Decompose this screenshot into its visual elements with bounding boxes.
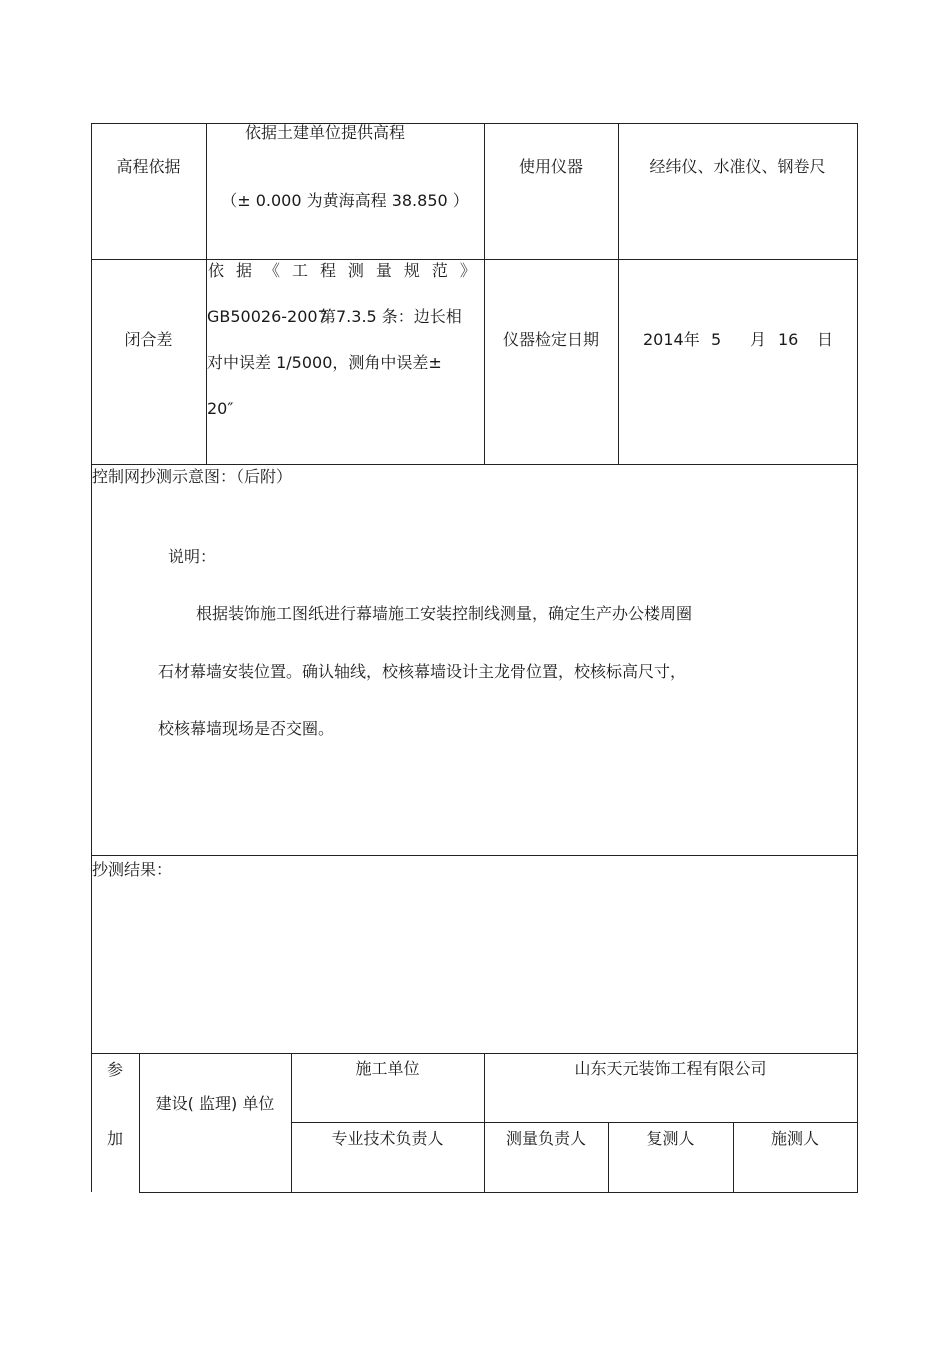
note-label: 说明： — [168, 547, 217, 566]
diagram-bottom-border — [91, 855, 858, 856]
calibration-year: 2014年 — [643, 330, 700, 349]
diagram-section-title: 控制网抄测示意图：（后附） — [92, 467, 293, 486]
spec-char: 规 — [403, 261, 420, 280]
instrument-value: 经纬仪、水准仪、钢卷尺 — [649, 157, 826, 176]
survey-lead-label: 测量负责人 — [505, 1129, 586, 1148]
participants-label-top: 参 — [106, 1060, 123, 1079]
spec-char: 测 — [347, 261, 364, 280]
closure-error-label: 闭合差 — [124, 330, 173, 349]
result-bottom-border — [91, 1053, 858, 1054]
spec-char: 《 — [263, 261, 280, 280]
calibration-month: 5 — [711, 330, 722, 349]
spec-char: 据 — [235, 261, 252, 280]
spec-char: 范 — [431, 261, 448, 280]
calibration-day-unit: 日 — [817, 330, 834, 349]
spec-char: 依 — [208, 261, 225, 280]
participants-bottom-border — [139, 1192, 858, 1193]
calibration-month-unit: 月 — [750, 330, 767, 349]
surveyor-label: 施测人 — [770, 1129, 819, 1148]
rechecker-label: 复测人 — [646, 1129, 695, 1148]
elevation-basis-line1: 依据土建单位提供高程 — [244, 123, 405, 142]
spec-line1 — [208, 263, 476, 279]
elevation-basis-line2: （± 0.000 为黄海高程 38.850 ） — [221, 191, 469, 210]
spec-char: 程 — [319, 261, 336, 280]
note-paragraph-line1: 根据装饰施工图纸进行幕墙施工安装控制线测量，确定生产办公楼周圈 — [196, 604, 693, 623]
note-paragraph-line3: 校核幕墙现场是否交圈。 — [158, 719, 335, 738]
participants-label-border — [139, 1053, 140, 1193]
construction-unit-label: 施工单位 — [355, 1059, 420, 1078]
spec-line4: 20″ — [207, 399, 234, 418]
spec-line3: 对中误差 1/5000，测角中误差± — [207, 353, 442, 372]
owner-supervisor-unit: 建设( 监理) 单位 — [155, 1094, 275, 1113]
table-left-border — [91, 123, 92, 1192]
row2-bottom-border — [91, 464, 858, 465]
elevation-basis-label: 高程依据 — [116, 157, 181, 176]
tech-lead-label: 专业技术负责人 — [331, 1129, 444, 1148]
note-paragraph-line2: 石材幕墙安装位置。确认轴线，校核幕墙设计主龙骨位置，校核标高尺寸， — [158, 662, 687, 681]
spec-char: 》 — [459, 261, 476, 280]
participants-label-bottom: 加 — [106, 1129, 123, 1148]
spec-standard-code: GB50026-2007 — [207, 307, 328, 326]
calibration-date-label: 仪器检定日期 — [502, 330, 599, 349]
result-section-title: 抄测结果： — [92, 860, 173, 879]
calibration-day: 16 — [778, 330, 799, 349]
spec-char: 量 — [375, 261, 392, 280]
instrument-label: 使用仪器 — [518, 157, 583, 176]
table-right-border — [857, 123, 858, 1193]
construction-unit-name: 山东天元装饰工程有限公司 — [574, 1059, 767, 1078]
participants-mid-border — [291, 1122, 858, 1123]
spec-char: 工 — [291, 261, 308, 280]
spec-clause: 第7.3.5 条：边长相 — [320, 307, 462, 326]
